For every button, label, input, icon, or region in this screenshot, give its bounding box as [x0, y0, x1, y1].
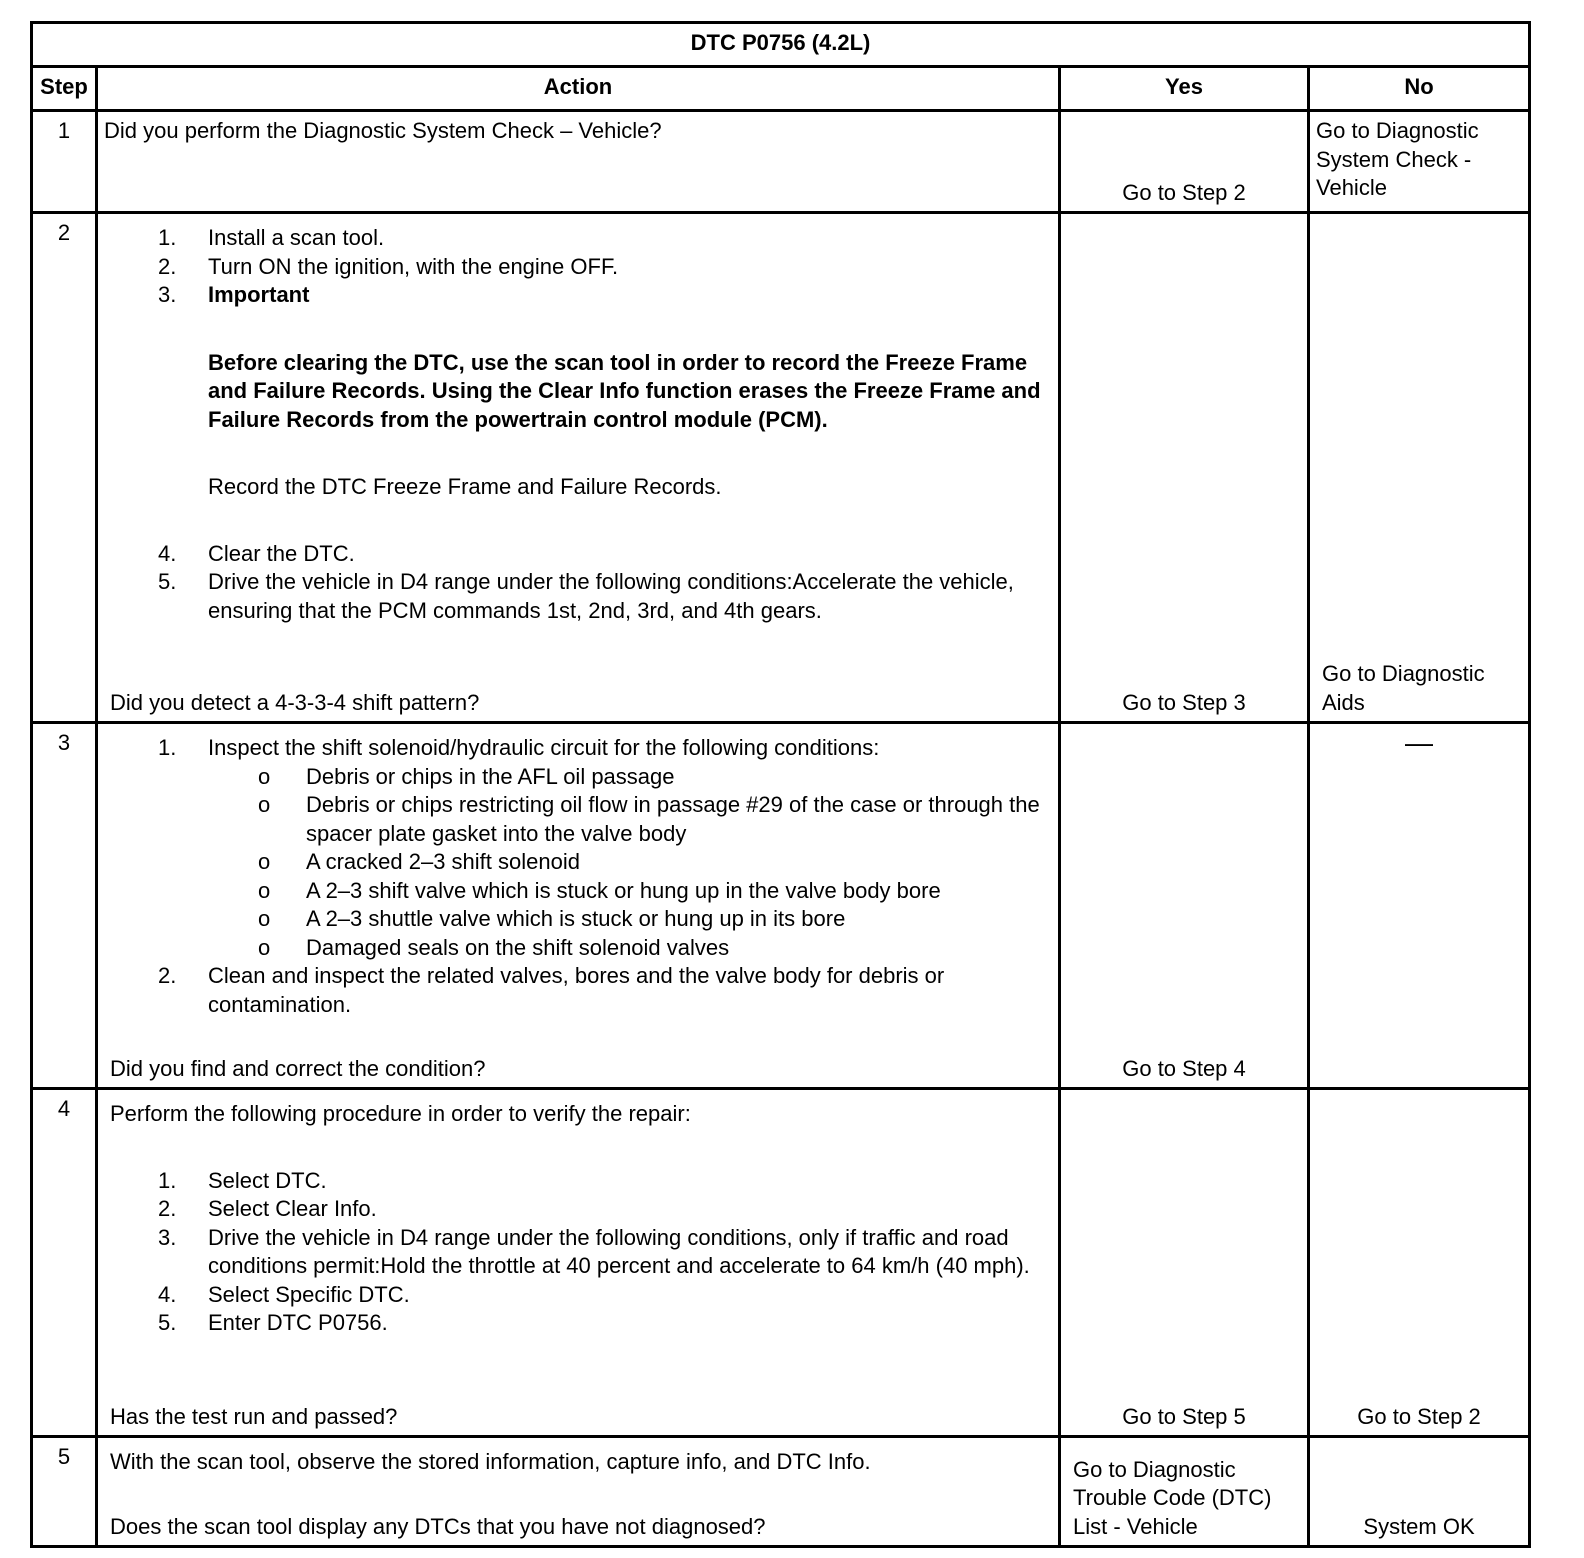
important-label: Important [208, 282, 310, 307]
header-yes: Yes [1060, 67, 1309, 111]
yes-cell [1060, 1089, 1309, 1437]
list-item: 5. Drive the vehicle in D4 range under the following conditions:Accelerate the vehicle, ensuring that the PCM commands 1st, 2nd, 3rd, and 4th gears. [158, 569, 1014, 623]
step-number: 5 [32, 1437, 97, 1547]
no-cell [1309, 111, 1530, 213]
table-row-step-1 [32, 111, 1530, 213]
step-number: 2 [32, 213, 97, 723]
action-cell [97, 723, 1060, 1089]
header-action: Action [97, 67, 1060, 111]
table-row-step-2 [32, 213, 1530, 723]
list-item: 2. Clean and inspect the related valves, bores and the valve body for debris or contamination. [158, 963, 945, 1017]
action-cell [97, 213, 1060, 723]
no-cell [1309, 723, 1530, 1089]
procedure-list [110, 224, 1046, 625]
no-result: Go to Diagnostic Aids [1322, 661, 1485, 715]
yes-result: Go to Step 5 [1122, 1403, 1246, 1429]
action-question: Did you detect a 4-3-3-4 shift pattern? [110, 689, 480, 715]
no-result: System OK [1363, 1513, 1475, 1539]
action-intro: With the scan tool, observe the stored information, capture info, and DTC Info. [110, 1449, 871, 1474]
list-item: 1. Install a scan tool. [158, 225, 385, 250]
yes-cell [1060, 1437, 1309, 1547]
step-number: 1 [32, 111, 97, 213]
action-question: Does the scan tool display any DTCs that you have not diagnosed? [110, 1513, 766, 1539]
condition-list [208, 763, 1046, 963]
table-row-step-4 [32, 1089, 1530, 1437]
list-item: 3. Drive the vehicle in D4 range under the following conditions, only if traffic and road conditions permit:Hold the throttle at 40 percent and accelerate to 64 km/h (40 mph). [158, 1224, 1030, 1278]
dtc-procedure-table [30, 21, 1531, 1548]
yes-cell [1060, 723, 1309, 1089]
action-cell [97, 1089, 1060, 1437]
yes-cell [1060, 111, 1309, 213]
sub-list-item: o A cracked 2–3 shift solenoid [258, 849, 580, 874]
list-item: 4. Select Specific DTC. [158, 1281, 410, 1307]
no-result: Go to Step 2 [1357, 1403, 1481, 1429]
list-item: 4. Clear the DTC. [158, 540, 355, 566]
yes-result: Go to Step 3 [1122, 689, 1246, 715]
no-result-dash: — [1405, 727, 1434, 758]
action-question: Did you perform the Diagnostic System Check – Vehicle? [104, 118, 662, 143]
no-result: Go to Diagnostic System Check - Vehicle [1316, 118, 1479, 200]
procedure-list [110, 734, 1046, 1019]
header-step: Step [32, 67, 97, 111]
sub-list-item: o A 2–3 shift valve which is stuck or hung up in the valve body bore [258, 877, 941, 903]
sub-list-item: o A 2–3 shuttle valve which is stuck or hung up in its bore [258, 906, 846, 931]
sub-list-item: o Debris or chips in the AFL oil passage [258, 763, 675, 789]
action-cell [97, 1437, 1060, 1547]
no-cell [1309, 213, 1530, 723]
action-question: Has the test run and passed? [110, 1403, 398, 1429]
header-no: No [1309, 67, 1530, 111]
action-cell [97, 111, 1060, 213]
sub-list-item: o Debris or chips restricting oil flow in passage #29 of the case or through the spacer plate gasket into the valve body [258, 792, 1040, 846]
step-number: 4 [32, 1089, 97, 1437]
table-title: DTC P0756 (4.2L) [32, 23, 1530, 67]
procedure-list [110, 1167, 1046, 1338]
table-row-step-3 [32, 723, 1530, 1089]
sub-list-item: o Damaged seals on the shift solenoid valves [258, 934, 730, 960]
list-item: 3. Important Before clearing the DTC, use the scan tool in order to record the Freeze Frame and Failure Records. Using the Clear Info function erases the Freeze Frame and Failure Records from the powertrain control module (PCM). Record the DTC Freeze Frame and Failure Records. [110, 281, 1046, 540]
list-item: 1. Inspect the shift solenoid/hydraulic circuit for the following conditions: o Debris or chips in the AFL oil passage o Debris or chips restricting oil flow in passage #29 of the case or through the spacer plate gasket into the valve body o A cracked 2–3 shift solenoid o A 2–3 shift valve which is stuck or hung up in the valve body bore o A 2–3 shuttle valve which is stuck or hung up in its bore o Damaged seals on the shift solenoid valves [110, 734, 1046, 962]
yes-result: Go to Diagnostic Trouble Code (DTC) List - Vehicle [1073, 1456, 1272, 1539]
no-cell [1309, 1437, 1530, 1547]
record-instruction: Record the DTC Freeze Frame and Failure Records. [208, 474, 722, 499]
important-note: Before clearing the DTC, use the scan tool in order to record the Freeze Frame and Failure Records. Using the Clear Info function erases the Freeze Frame and Failure Records from the powertrain control module (PCM). [208, 349, 1041, 432]
list-item: 1. Select DTC. [158, 1167, 327, 1193]
no-cell [1309, 1089, 1530, 1437]
action-intro: Perform the following procedure in order to verify the repair: [110, 1101, 691, 1126]
yes-cell [1060, 213, 1309, 723]
table-row-step-5 [32, 1437, 1530, 1547]
list-item: 2. Turn ON the ignition, with the engine OFF. [158, 253, 619, 279]
yes-result: Go to Step 2 [1122, 179, 1246, 205]
yes-result: Go to Step 4 [1122, 1055, 1246, 1081]
step-number: 3 [32, 723, 97, 1089]
table-title-row [32, 23, 1530, 67]
table-header-row [32, 67, 1530, 111]
list-item: 5. Enter DTC P0756. [158, 1310, 388, 1335]
list-item: 2. Select Clear Info. [158, 1196, 377, 1221]
action-question: Did you find and correct the condition? [110, 1055, 486, 1081]
